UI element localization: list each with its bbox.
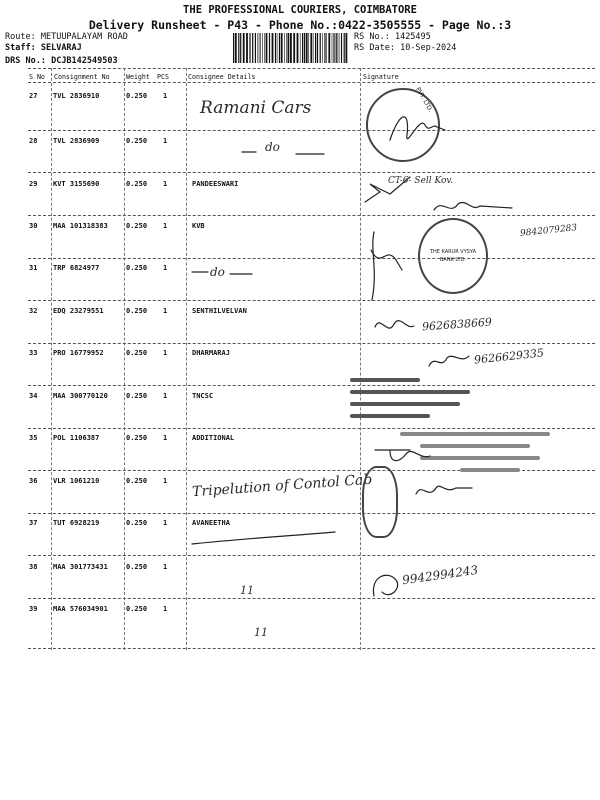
row-pcs: 1 xyxy=(163,477,168,485)
barcode-bar xyxy=(302,33,303,63)
barcode-bar xyxy=(249,33,250,63)
row-sno: 27 xyxy=(29,92,38,100)
row-weight: 0.250 xyxy=(126,563,148,571)
bank-stamp xyxy=(418,218,488,294)
row-pcs: 1 xyxy=(163,392,168,400)
handwritten-note: CT-6- Sell Kov. xyxy=(388,176,454,186)
row-pcs: 1 xyxy=(163,349,168,357)
barcode-bar xyxy=(334,33,335,63)
barcode-bar xyxy=(317,33,318,63)
rs-no-line xyxy=(354,32,431,42)
barcode-bar xyxy=(306,33,308,63)
table-top-rule xyxy=(28,68,595,69)
barcode-bar xyxy=(260,33,261,63)
barcode-bar xyxy=(246,33,248,63)
barcode-bar xyxy=(235,33,237,63)
row-pcs: 1 xyxy=(163,519,168,527)
handwritten-phone: 9842079283 xyxy=(519,223,578,239)
barcode-bar xyxy=(269,33,270,63)
barcode-bar xyxy=(272,33,274,63)
barcode-bar xyxy=(281,33,283,63)
row-consignee: SENTHILVELVAN xyxy=(192,307,247,315)
barcode-bar xyxy=(320,33,321,63)
row-sno: 38 xyxy=(29,563,38,571)
row-weight: 0.250 xyxy=(126,92,148,100)
barcode-bar xyxy=(252,33,253,63)
row-rule xyxy=(28,343,595,344)
col-divider xyxy=(124,68,125,650)
signature xyxy=(412,476,482,506)
barcode xyxy=(232,33,350,63)
col-header-consignment: Consignment No xyxy=(54,73,110,81)
row-weight: 0.250 xyxy=(126,222,148,230)
row-consignment: PRO 16779952 xyxy=(53,349,104,357)
row-consignee: AVANEETHA xyxy=(192,519,230,527)
barcode-bar xyxy=(258,33,259,63)
row-weight: 0.250 xyxy=(126,392,148,400)
barcode-bar xyxy=(255,33,256,63)
row-weight: 0.250 xyxy=(126,605,148,613)
signature-stroke xyxy=(368,230,380,310)
row-weight: 0.250 xyxy=(126,307,148,315)
row-pcs: 1 xyxy=(163,92,168,100)
row-consignment: MAA 101318383 xyxy=(53,222,108,230)
row-sno: 30 xyxy=(29,222,38,230)
row-weight: 0.250 xyxy=(126,349,148,357)
row-sno: 39 xyxy=(29,605,38,613)
drs-line xyxy=(5,56,118,66)
row-consignment: TUT 6928219 xyxy=(53,519,100,527)
row-pcs: 1 xyxy=(163,563,168,571)
row-sno: 33 xyxy=(29,349,38,357)
row-pcs: 1 xyxy=(163,137,168,145)
barcode-bar xyxy=(346,33,348,63)
row-consignment: VLR 1061210 xyxy=(53,477,100,485)
row-rule xyxy=(28,130,595,131)
staff-line xyxy=(5,43,82,53)
barcode-bar xyxy=(332,33,333,63)
stamp-text: THE KARUR VYSYA BANK LTD. xyxy=(429,249,477,263)
ditto-text: 11 xyxy=(240,584,254,597)
barcode-bar xyxy=(293,33,295,63)
row-consignee: ADDITIONAL xyxy=(192,434,235,442)
ditto-text: do xyxy=(265,140,280,154)
row-consignment: EDQ 23279551 xyxy=(53,307,104,315)
row-pcs: 1 xyxy=(163,434,168,442)
drs-value: DCJB142549503 xyxy=(51,56,118,66)
stamp-text: PVT. LTD. xyxy=(414,86,434,114)
row-sno: 37 xyxy=(29,519,38,527)
staff-label: Staff: xyxy=(5,43,36,53)
row-consignment: TRP 6824977 xyxy=(53,264,100,272)
handwritten-consignee: Ramani Cars xyxy=(200,98,312,118)
row-sno: 31 xyxy=(29,264,38,272)
ditto-mark xyxy=(190,262,260,282)
barcode-bar xyxy=(336,33,337,63)
row-consignment: MAA 301773431 xyxy=(53,563,108,571)
barcode-bar xyxy=(304,33,305,63)
col-divider xyxy=(51,68,52,650)
barcode-bar xyxy=(243,33,245,63)
row-pcs: 1 xyxy=(163,264,168,272)
col-header-weight: Weight xyxy=(126,73,150,81)
signature xyxy=(370,312,420,342)
row-pcs: 1 xyxy=(163,180,168,188)
ditto-text: 11 xyxy=(254,626,268,639)
row-weight: 0.250 xyxy=(126,180,148,188)
col-divider xyxy=(360,68,361,650)
rs-date-value: 10-Sep-2024 xyxy=(400,43,457,53)
row-rule xyxy=(28,555,595,556)
row-consignment: MAA 576034901 xyxy=(53,605,108,613)
handwritten-phone: 9942994243 xyxy=(401,562,479,588)
barcode-bar xyxy=(300,33,301,63)
row-sno: 34 xyxy=(29,392,38,400)
barcode-bar xyxy=(310,33,312,63)
barcode-bar xyxy=(297,33,299,63)
col-header-pcs: PCS xyxy=(157,73,169,81)
row-consignee: DHARMARAJ xyxy=(192,349,230,357)
row-sno: 29 xyxy=(29,180,38,188)
row-consignment: TVL 2836909 xyxy=(53,137,100,145)
barcode-bar xyxy=(259,33,260,63)
barcode-bar xyxy=(315,33,316,63)
barcode-bar xyxy=(328,33,330,63)
barcode-bar xyxy=(275,33,276,63)
route-label: Route: xyxy=(5,32,36,42)
barcode-bar xyxy=(233,33,234,63)
route-value: METUUPALAYAM ROAD xyxy=(40,32,128,42)
barcode-bar xyxy=(339,33,340,63)
barcode-bar xyxy=(262,33,263,63)
barcode-bar xyxy=(322,33,323,63)
barcode-bar xyxy=(313,33,314,63)
barcode-bar xyxy=(240,33,241,63)
row-consignment: TVL 2836910 xyxy=(53,92,100,100)
row-weight: 0.250 xyxy=(126,477,148,485)
handwritten-phone: 9626629335 xyxy=(473,346,545,367)
barcode-bar xyxy=(308,33,309,63)
handwritten-phone: 9626838669 xyxy=(421,315,493,334)
barcode-bar xyxy=(288,33,290,63)
row-rule xyxy=(28,172,595,173)
row-weight: 0.250 xyxy=(126,264,148,272)
barcode-bar xyxy=(344,33,345,63)
barcode-bar xyxy=(286,33,287,63)
barcode-bar xyxy=(290,33,292,63)
barcode-bar xyxy=(238,33,239,63)
runsheet-title: Delivery Runsheet - P43 - Phone No.:0422-3505555 - Page No.:3 xyxy=(88,18,512,32)
rs-no-label: RS No.: xyxy=(354,32,390,42)
barcode-bar xyxy=(333,33,334,63)
row-consignment: KVT 3155690 xyxy=(53,180,100,188)
barcode-bar xyxy=(338,33,339,63)
drs-label: DRS No.: xyxy=(5,56,46,66)
row-rule xyxy=(28,300,595,301)
ditto-text: do xyxy=(210,265,225,279)
route-line xyxy=(5,32,128,42)
row-consignee: PANDEESWARI xyxy=(192,180,239,188)
row-pcs: 1 xyxy=(163,307,168,315)
table-header-rule xyxy=(28,82,595,83)
row-consignee: TNCSC xyxy=(192,392,214,400)
row-consignment: POL 1106387 xyxy=(53,434,100,442)
signature xyxy=(366,566,406,606)
row-weight: 0.250 xyxy=(126,137,148,145)
col-divider xyxy=(186,68,187,650)
rs-no-value: 1425495 xyxy=(394,32,431,42)
row-sno: 36 xyxy=(29,477,38,485)
col-header-signature: Signature xyxy=(363,73,399,81)
row-pcs: 1 xyxy=(163,605,168,613)
barcode-bar xyxy=(266,33,268,63)
row-rule xyxy=(28,648,595,649)
barcode-bar xyxy=(324,33,325,63)
barcode-bar xyxy=(279,33,280,63)
signature xyxy=(432,196,522,218)
row-sno: 35 xyxy=(29,434,38,442)
row-pcs: 1 xyxy=(163,222,168,230)
ditto-mark xyxy=(240,136,330,166)
staff-value: SELVARAJ xyxy=(40,43,82,53)
barcode-bar xyxy=(284,33,285,63)
company-name: THE PROFESSIONAL COURIERS, COIMBATORE xyxy=(183,4,417,16)
barcode-bar xyxy=(326,33,327,63)
rs-date-label: RS Date: xyxy=(354,43,395,53)
row-weight: 0.250 xyxy=(126,434,148,442)
row-sno: 28 xyxy=(29,137,38,145)
row-consignment: MAA 300770120 xyxy=(53,392,108,400)
rs-date-line xyxy=(354,43,456,53)
row-rule xyxy=(28,598,595,599)
row-consignee: KVB xyxy=(192,222,205,230)
handwritten-consignee: Tripelution of Contol Cab xyxy=(191,471,373,501)
barcode-bar xyxy=(264,33,265,63)
row-rule xyxy=(28,513,595,514)
row-sno: 32 xyxy=(29,307,38,315)
barcode-bar xyxy=(341,33,342,63)
row-rule xyxy=(28,258,595,259)
barcode-bar xyxy=(277,33,278,63)
col-header-consignee: Consignee Details xyxy=(188,73,256,81)
round-stamp xyxy=(362,466,398,538)
row-weight: 0.250 xyxy=(126,519,148,527)
signature xyxy=(385,105,455,155)
connector-line xyxy=(190,528,340,548)
col-header-sno: S No xyxy=(29,73,45,81)
